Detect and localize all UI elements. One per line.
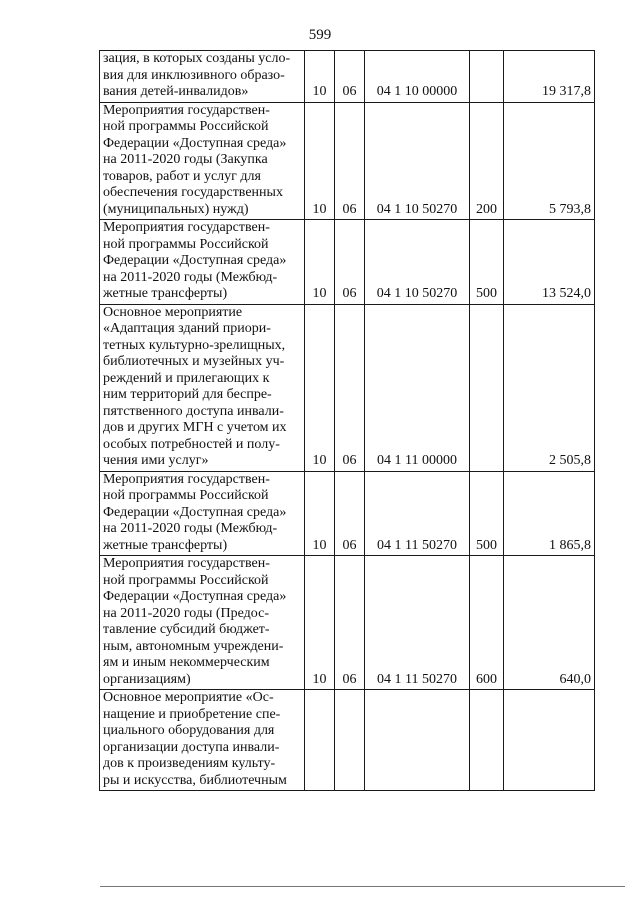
item-name-line: Основное мероприятие (103, 304, 243, 320)
table-row (100, 304, 595, 471)
table-row (100, 220, 595, 305)
page-bottom-rule (100, 886, 625, 887)
cell-amount: 19 317,8 (504, 51, 595, 103)
cell-item-name (100, 220, 305, 305)
cell-item-name (100, 471, 305, 556)
item-name-line: на 2011-2020 годы (Закупка (103, 152, 268, 167)
budget-table-body (100, 51, 595, 791)
cell-expense-type (470, 690, 504, 791)
item-name-line: особых потребностей и полу- (103, 436, 280, 452)
item-name-line: нащение и приобретение спе- (103, 706, 281, 722)
cell-section: 10 (305, 304, 335, 471)
cell-subsection: 06 (335, 304, 365, 471)
cell-amount: 5 793,8 (504, 102, 595, 220)
item-name-line: Мероприятия государствен- (103, 471, 270, 487)
item-name-line: реждений и прилегающих к (103, 370, 270, 386)
cell-expense-type (470, 51, 504, 103)
cell-expense-type: 200 (470, 102, 504, 220)
table-row (100, 471, 595, 556)
cell-amount: 13 524,0 (504, 220, 595, 305)
cell-subsection (335, 690, 365, 791)
item-name-line: Основное мероприятие «Ос- (103, 690, 274, 705)
item-name-line: Мероприятия государствен- (103, 102, 270, 118)
cell-subsection: 06 (335, 220, 365, 305)
table-row (100, 102, 595, 220)
cell-target-article (365, 690, 470, 791)
cell-item-name (100, 556, 305, 690)
cell-section: 10 (305, 220, 335, 305)
cell-expense-type (470, 304, 504, 471)
cell-section: 10 (305, 471, 335, 556)
item-name-line: ним территорий для беспре- (103, 387, 272, 402)
cell-expense-type: 600 (470, 556, 504, 690)
item-name-line: жетные трансферты) (103, 537, 228, 553)
item-name-line: ной программы Российской (103, 236, 269, 252)
item-name-line: зация, в которых созданы усло- (103, 51, 291, 66)
cell-subsection: 06 (335, 556, 365, 690)
cell-target-article: 04 1 11 50270 (365, 471, 470, 556)
item-name-line: ной программы Российской (103, 119, 269, 134)
cell-amount: 1 865,8 (504, 471, 595, 556)
item-name-line: тавление субсидий бюджет- (103, 622, 270, 637)
item-name-line: организациям) (103, 671, 191, 687)
table-row (100, 51, 595, 103)
cell-item-name (100, 51, 305, 103)
item-name-line: ям и иным некоммерческим (103, 655, 270, 670)
cell-expense-type: 500 (470, 220, 504, 305)
item-name-line: циального оборудования для (103, 723, 275, 738)
item-name-line: Федерации «Доступная среда» (103, 589, 287, 604)
item-name-line: дов к произведениям культу- (103, 756, 276, 771)
item-name-line: тетных культурно-зрелищных, (103, 337, 286, 353)
item-name-line: Мероприятия государствен- (103, 220, 270, 235)
item-name-line: Федерации «Доступная среда» (103, 135, 287, 151)
table-row (100, 690, 595, 791)
cell-section (305, 690, 335, 791)
cell-expense-type: 500 (470, 471, 504, 556)
item-name-line: Федерации «Доступная среда» (103, 253, 287, 268)
cell-target-article: 04 1 11 50270 (365, 556, 470, 690)
item-name-line: ной программы Российской (103, 572, 269, 588)
item-name-line: пятственного доступа инвали- (103, 403, 284, 419)
cell-amount (504, 690, 595, 791)
item-name-line: библиотечных и музейных уч- (103, 354, 285, 369)
cell-section: 10 (305, 51, 335, 103)
item-name-line: (муниципальных) нужд) (103, 201, 249, 217)
item-name-line: товаров, работ и услуг для (103, 168, 261, 184)
item-name-line: вания детей-инвалидов» (103, 84, 249, 99)
cell-target-article: 04 1 11 00000 (365, 304, 470, 471)
item-name-line: вия для инклюзивного образо- (103, 67, 285, 83)
item-name-line: организации доступа инвали- (103, 739, 280, 755)
item-name-line: Федерации «Доступная среда» (103, 504, 287, 520)
item-name-line: ры и искусства, библиотечным (103, 772, 287, 788)
cell-subsection: 06 (335, 51, 365, 103)
item-name-line: Мероприятия государствен- (103, 556, 270, 571)
cell-subsection: 06 (335, 102, 365, 220)
page-number: 599 (308, 27, 332, 43)
cell-subsection: 06 (335, 471, 365, 556)
item-name-line: ным, автономным учреждени- (103, 638, 284, 654)
cell-section: 10 (305, 102, 335, 220)
item-name-line: на 2011-2020 годы (Межбюд- (103, 521, 278, 536)
item-name-line: «Адаптация зданий приори- (103, 321, 271, 336)
item-name-line: ной программы Российской (103, 488, 269, 503)
item-name-line: обеспечения государственных (103, 185, 283, 200)
budget-table (99, 50, 595, 791)
item-name-line: чения ими услуг» (103, 453, 209, 468)
item-name-line: жетные трансферты) (103, 286, 228, 301)
cell-target-article: 04 1 10 50270 (365, 220, 470, 305)
table-row (100, 556, 595, 690)
item-name-line: дов и других МГН с учетом их (103, 420, 287, 435)
cell-item-name (100, 102, 305, 220)
cell-item-name (100, 690, 305, 791)
cell-item-name (100, 304, 305, 471)
cell-section: 10 (305, 556, 335, 690)
cell-target-article: 04 1 10 00000 (365, 51, 470, 103)
item-name-line: на 2011-2020 годы (Предос- (103, 605, 270, 621)
cell-amount: 640,0 (504, 556, 595, 690)
cell-amount: 2 505,8 (504, 304, 595, 471)
cell-target-article: 04 1 10 50270 (365, 102, 470, 220)
item-name-line: на 2011-2020 годы (Межбюд- (103, 269, 278, 285)
